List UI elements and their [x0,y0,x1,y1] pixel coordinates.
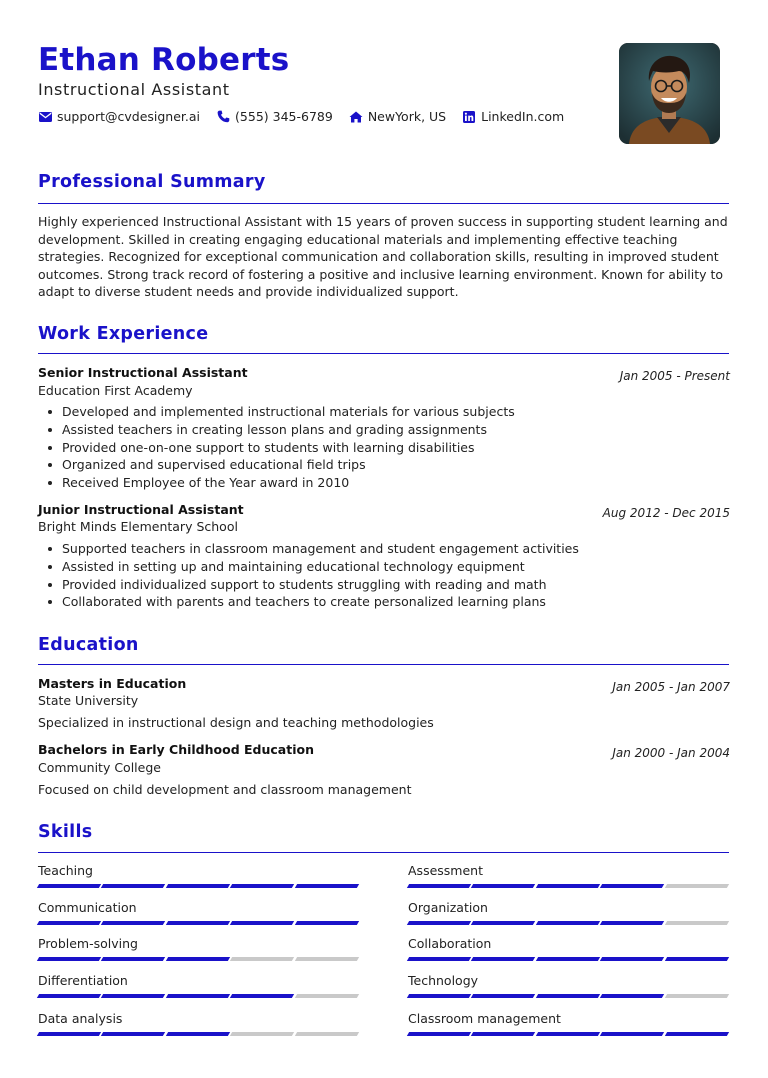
skill-rating-bar [38,957,360,961]
degree-title: Masters in Education [38,676,187,691]
home-icon [349,110,363,124]
skill-segment-filled [407,994,471,998]
skill-segment-filled [471,884,535,888]
summary-text: Highly experienced Instructional Assistant with 15 years of proven success in supporting student learning and development. Skilled in creating engaging educational materials and implementing effective teaching strategies. Recognized for exceptional communication and collaboration skills, resulting in improved student outcomes. Strong track record of fostering a positive and inclusive learning environment. Known for ability to adapt to diverse student needs and provide individualized support. [38,214,728,299]
job-dates: Aug 2012 - Dec 2015 [602,506,730,520]
skill-segment-filled [664,1032,728,1036]
skill-segment-filled [37,957,101,961]
list-item: Assisted teachers in creating lesson plans and grading assignments [48,421,515,439]
skill-segment-filled [471,957,535,961]
school-name: Community College [38,760,161,775]
skill-segment-empty [294,957,358,961]
education-description: Specialized in instructional design and teaching methodologies [38,715,434,730]
skill-segment-filled [101,994,165,998]
skill-segment-filled [536,1032,600,1036]
summary-divider [38,203,729,204]
list-item: Organized and supervised educational field trips [48,456,515,474]
job-title: Senior Instructional Assistant [38,365,248,380]
skill-segment-empty [664,884,728,888]
skill-rating-bar [38,921,360,925]
job-company: Bright Minds Elementary School [38,519,238,534]
job-company: Education First Academy [38,383,193,398]
skill-rating-bar [408,994,730,998]
skill-segment-empty [664,921,728,925]
experience-heading: Work Experience [38,324,209,344]
education-dates: Jan 2005 - Jan 2007 [612,680,730,694]
list-item: Collaborated with parents and teachers to create personalized learning plans [48,593,579,611]
education-heading: Education [38,635,139,655]
list-item: Provided one-on-one support to students with learning disabilities [48,439,515,457]
skill-item [408,973,730,998]
skill-segment-filled [101,921,165,925]
skill-item [38,900,360,925]
skill-name: Organization [408,900,488,915]
skill-segment-filled [166,1032,230,1036]
skill-item [408,936,730,961]
skill-segment-filled [166,921,230,925]
education-description: Focused on child development and classroom management [38,782,412,797]
skill-segment-filled [407,957,471,961]
skill-rating-bar [38,1032,360,1036]
skill-segment-empty [230,957,294,961]
skill-segment-filled [37,884,101,888]
skill-segment-filled [37,994,101,998]
skill-segment-filled [600,884,664,888]
skill-item [38,936,360,961]
contact-phone[interactable] [216,109,333,124]
candidate-role: Instructional Assistant [38,80,230,99]
skill-name: Communication [38,900,137,915]
skill-name: Classroom management [408,1011,561,1026]
skill-segment-empty [294,1032,358,1036]
skill-segment-empty [230,1032,294,1036]
skill-segment-filled [407,884,471,888]
job-dates: Jan 2005 - Present [619,369,730,383]
skill-segment-filled [407,921,471,925]
degree-title: Bachelors in Early Childhood Education [38,742,314,757]
skills-divider [38,852,729,853]
education-dates: Jan 2000 - Jan 2004 [612,746,730,760]
job-bullets [48,403,515,492]
skill-item [408,863,730,888]
skill-segment-filled [230,884,294,888]
skill-segment-filled [471,994,535,998]
skill-segment-filled [230,994,294,998]
skill-rating-bar [408,921,730,925]
skill-segment-filled [294,884,358,888]
skill-item [408,1011,730,1036]
location-text: NewYork, US [367,109,447,124]
envelope-icon [38,110,52,124]
skill-name: Differentiation [38,973,128,988]
skill-segment-filled [664,957,728,961]
linkedin-text: LinkedIn.com [481,109,565,124]
skill-segment-filled [166,957,230,961]
skill-rating-bar [408,957,730,961]
list-item: Developed and implemented instructional materials for various subjects [48,403,515,421]
skill-segment-filled [37,921,101,925]
candidate-name: Ethan Roberts [38,42,290,78]
summary-heading: Professional Summary [38,172,266,192]
linkedin-icon [462,110,476,124]
job-title: Junior Instructional Assistant [38,502,244,517]
list-item: Assisted in setting up and maintaining educational technology equipment [48,558,579,576]
skill-segment-filled [536,921,600,925]
skill-segment-filled [407,1032,471,1036]
skill-segment-filled [600,1032,664,1036]
skill-rating-bar [38,994,360,998]
skill-segment-filled [37,1032,101,1036]
skill-segment-filled [600,994,664,998]
skill-segment-filled [101,1032,165,1036]
skill-item [38,1011,360,1036]
skill-item [38,863,360,888]
skill-segment-empty [294,994,358,998]
skill-segment-filled [536,884,600,888]
education-divider [38,664,729,665]
contact-linkedin[interactable] [462,109,564,124]
contact-location [349,109,446,124]
list-item: Received Employee of the Year award in 2010 [48,474,515,492]
skill-name: Teaching [38,863,93,878]
skill-name: Assessment [408,863,483,878]
skill-segment-filled [166,884,230,888]
skill-segment-filled [166,994,230,998]
skill-segment-filled [471,1032,535,1036]
skill-rating-bar [38,884,360,888]
skill-item [38,973,360,998]
experience-divider [38,353,729,354]
profile-photo [619,43,720,144]
skill-rating-bar [408,884,730,888]
skill-name: Collaboration [408,936,492,951]
job-bullets [48,540,579,611]
skill-segment-filled [536,957,600,961]
contact-email[interactable] [38,109,200,124]
phone-text: (555) 345-6789 [235,109,333,124]
skill-segment-filled [101,957,165,961]
email-text: support@cvdesigner.ai [57,109,201,124]
list-item: Supported teachers in classroom management and student engagement activities [48,540,579,558]
skill-segment-filled [536,994,600,998]
skill-segment-empty [664,994,728,998]
skill-rating-bar [408,1032,730,1036]
skill-segment-filled [600,957,664,961]
school-name: State University [38,693,139,708]
phone-icon [216,110,230,124]
skill-item [408,900,730,925]
skill-name: Technology [408,973,479,988]
skill-segment-filled [600,921,664,925]
list-item: Provided individualized support to students struggling with reading and math [48,576,579,594]
contact-row [38,109,580,124]
skill-name: Problem-solving [38,936,138,951]
skills-heading: Skills [38,822,93,842]
skill-name: Data analysis [38,1011,123,1026]
skill-segment-filled [101,884,165,888]
skill-segment-filled [471,921,535,925]
skill-segment-filled [230,921,294,925]
skill-segment-filled [294,921,358,925]
